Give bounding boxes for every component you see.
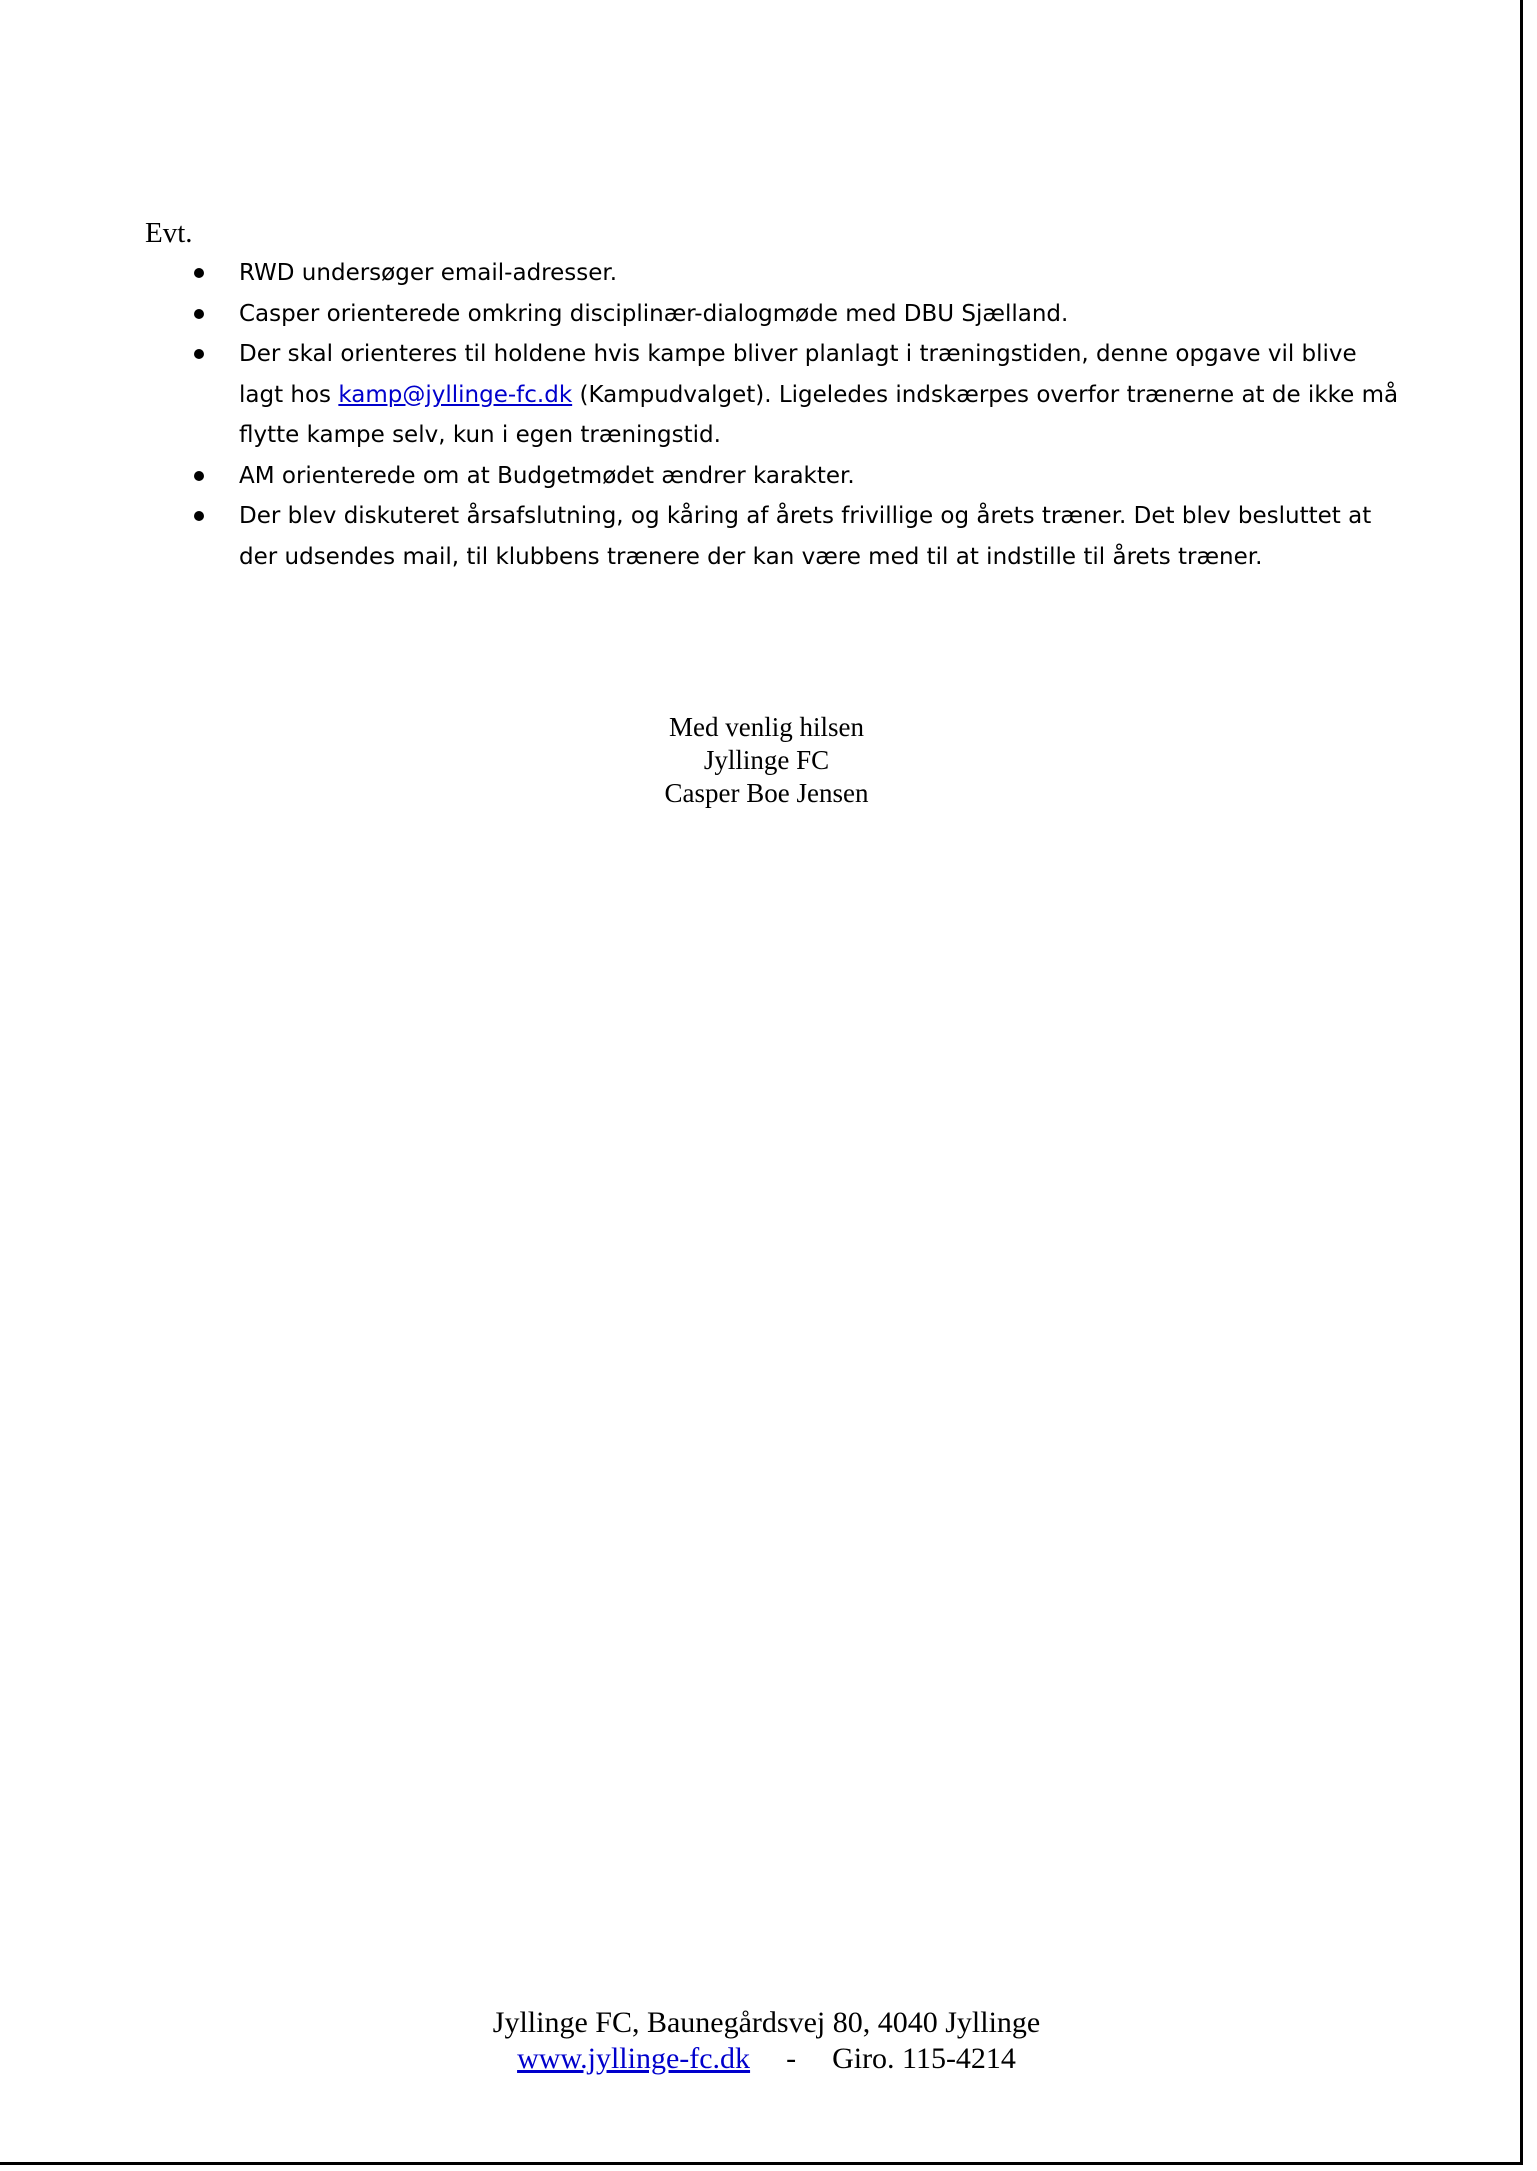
list-item	[0, 334, 1399, 456]
list-item	[0, 253, 1399, 294]
signature-club: Jyllinge FC	[703, 745, 830, 775]
bullet-icon	[194, 511, 204, 521]
list-item-text: AM orienterede om at Budgetmødet ændrer karakter.	[239, 462, 855, 489]
section-title: Evt.	[145, 217, 193, 249]
bullet-icon	[194, 471, 204, 481]
list-item-text: Der blev diskuteret årsafslutning, og kåring af årets frivillige og årets træner. Det blev besluttet at der udsendes mail, til klubbens trænere der kan være med til at indstille til årets træner.	[239, 503, 1372, 570]
bullet-icon	[194, 268, 204, 278]
list-item-text: RWD undersøger email-adresser.	[239, 260, 618, 286]
list-item-text: Casper orienterede omkring disciplinær-dialogmøde med DBU Sjælland.	[239, 300, 1069, 327]
footer-contact-line	[0, 2041, 1533, 2077]
list-item	[0, 456, 1399, 497]
list-item	[0, 496, 1399, 577]
list-item	[0, 294, 1399, 335]
page-footer	[0, 2005, 1533, 2077]
footer-address: Jyllinge FC, Baunegårdsvej 80, 4040 Jyllinge	[492, 2006, 1041, 2039]
list-item-text: (Kampudvalget). Ligeledes indskærpes overfor trænerne at de ikke må flytte kampe selv, kun i egen træningstid.	[239, 381, 1399, 448]
bullet-list	[0, 253, 1520, 577]
email-link[interactable]: kamp@jyllinge-fc.dk	[338, 381, 573, 408]
list-item-text: Der skal orienteres til holdene hvis kampe bliver planlagt i træningstiden, denne opgave vil blive lagt hos	[239, 341, 1357, 408]
footer-separator: -	[786, 2042, 797, 2075]
bullet-icon	[194, 309, 204, 319]
bullet-icon	[194, 349, 204, 359]
website-link[interactable]: www.jyllinge-fc.dk	[517, 2042, 751, 2075]
signature-greeting: Med venlig hilsen	[669, 712, 864, 742]
footer-giro: Giro. 115-4214	[832, 2042, 1016, 2075]
signature-name: Casper Boe Jensen	[664, 778, 869, 808]
signature-block	[0, 711, 1533, 810]
